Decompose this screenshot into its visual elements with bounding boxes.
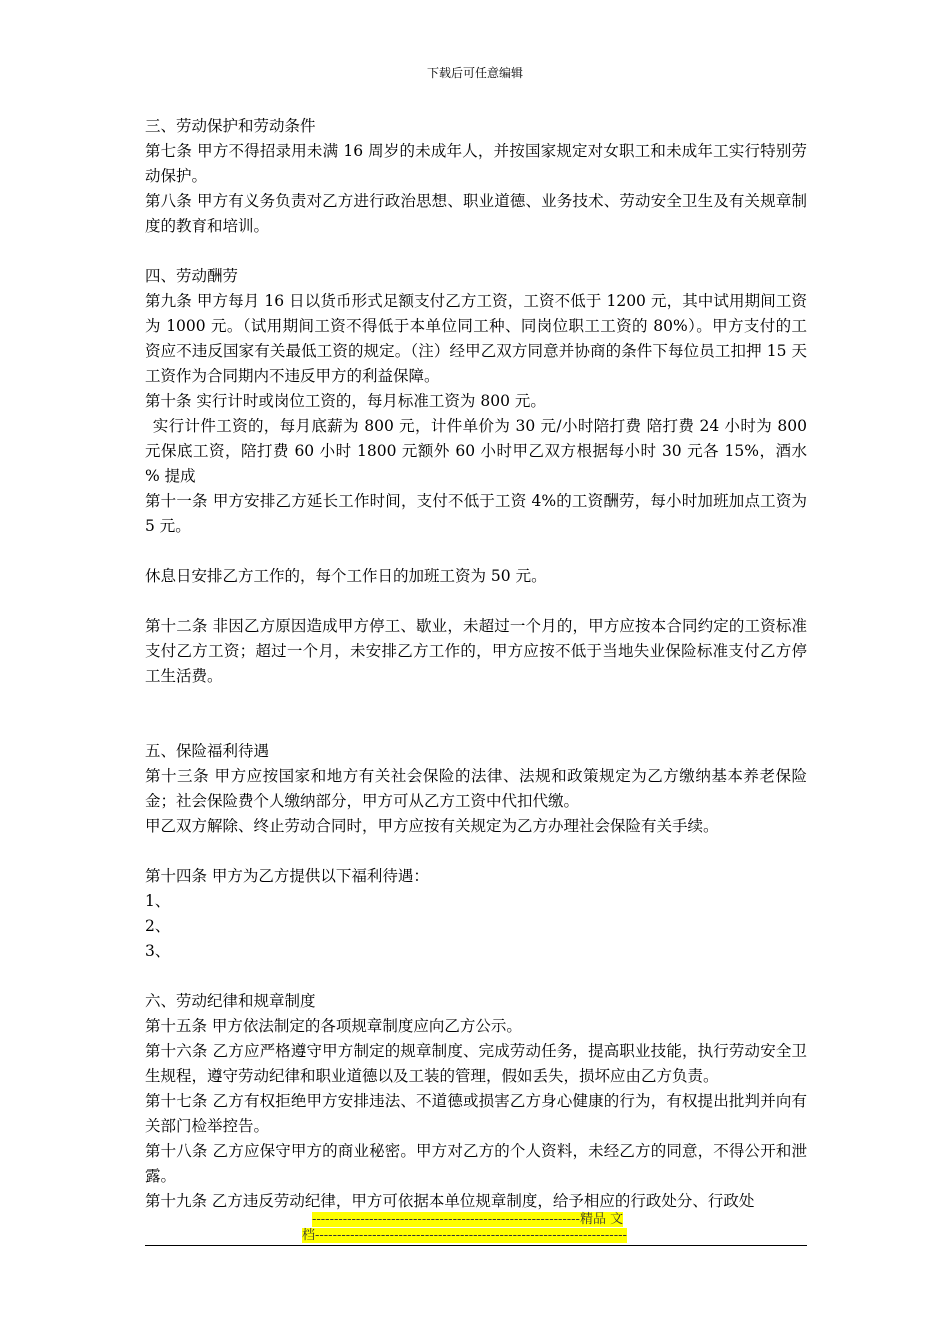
piecework-wage-paragraph: 实行计件工资的，每月底薪为 800 元，计件单价为 30 元/小时陪打费 陪打费 24 小时为 800 元保底工资，陪打费 60 小时 1800 元额外 60 小时甲乙双方根据每小时 30 元各 15%，酒水 % 提成 (145, 417, 807, 485)
article-7: 第七条 甲方不得招录用未满 16 周岁的未成年人，并按国家规定对女职工和未成年工实行特别劳动保护。 (145, 142, 807, 185)
section-heading: 五、保险福利待遇 (145, 742, 270, 760)
section-heading: 六、劳动纪律和规章制度 (145, 992, 316, 1010)
article-8: 第八条 甲方有义务负责对乙方进行政治思想、职业道德、业务技术、劳动安全卫生及有关规章制度的教育和培训。 (145, 192, 807, 235)
list-item: 2、 (145, 917, 171, 935)
article-9: 第九条 甲方每月 16 日以货币形式足额支付乙方工资，工资不低于 1200 元，其中试用期间工资为 1000 元。（试用期间工资不得低于本单位同工种、同岗位职工工资的 80%）。甲方支付的工资应不违反国家有关最低工资的规定。（注）经甲乙双方同意并协商的条件下每位员工扣押 15 天工资作为合同期内不违反甲方的利益保障。 (145, 292, 807, 385)
article-17: 第十七条 乙方有权拒绝甲方安排违法、不道德或损害乙方身心健康的行为，有权提出批判并向有关部门检举控告。 (145, 1092, 807, 1135)
social-insurance-paragraph: 甲乙双方解除、终止劳动合同时，甲方应按有关规定为乙方办理社会保险有关手续。 (145, 817, 719, 835)
article-10: 第十条 实行计时或岗位工资的，每月标准工资为 800 元。 (145, 392, 546, 410)
article-15: 第十五条 甲方依法制定的各项规章制度应向乙方公示。 (145, 1017, 522, 1035)
article-16: 第十六条 乙方应严格遵守甲方制定的规章制度、完成劳动任务，提高职业技能，执行劳动安全卫生规程，遵守劳动纪律和职业道德以及工装的管理，假如丢失，损坏应由乙方负责。 (145, 1042, 807, 1085)
page-footer (145, 1212, 807, 1244)
rest-day-overtime-paragraph: 休息日安排乙方工作的，每个工作日的加班工资为 50 元。 (145, 567, 547, 585)
footer-line-1: -------------------------------------------------------------精品 文 (312, 1212, 624, 1227)
list-item: 3、 (145, 942, 171, 960)
article-11: 第十一条 甲方安排乙方延长工作时间，支付不低于工资 4%的工资酬劳，每小时加班加点工资为 5 元。 (145, 492, 807, 535)
list-item: 1、 (145, 892, 171, 910)
footer-rule (145, 1245, 807, 1246)
article-12: 第十二条 非因乙方原因造成甲方停工、歇业，未超过一个月的，甲方应按本合同约定的工资标准支付乙方工资；超过一个月，未安排乙方工作的，甲方应按不低于当地失业保险标准支付乙方停工生活费。 (145, 617, 807, 685)
section-heading: 三、劳动保护和劳动条件 (145, 117, 316, 135)
footer-banner (145, 1212, 807, 1244)
article-13: 第十三条 甲方应按国家和地方有关社会保险的法律、法规和政策规定为乙方缴纳基本养老保险金；社会保险费个人缴纳部分，甲方可从乙方工资中代扣代缴。 (145, 767, 807, 810)
article-19: 第十九条 乙方违反劳动纪律，甲方可依据本单位规章制度，给予相应的行政处分、行政处 (145, 1192, 755, 1210)
section-heading: 四、劳动酬劳 (145, 267, 239, 285)
article-14: 第十四条 甲方为乙方提供以下福利待遇： (145, 867, 429, 885)
page-header: 下载后可任意编辑 (426, 66, 523, 80)
document-body (145, 114, 807, 1214)
footer-line-2: 档----------------------------------------------------------------------- (302, 1228, 627, 1243)
article-18: 第十八条 乙方应保守甲方的商业秘密。甲方对乙方的个人资料，未经乙方的同意，不得公开和泄露。 (145, 1142, 807, 1185)
